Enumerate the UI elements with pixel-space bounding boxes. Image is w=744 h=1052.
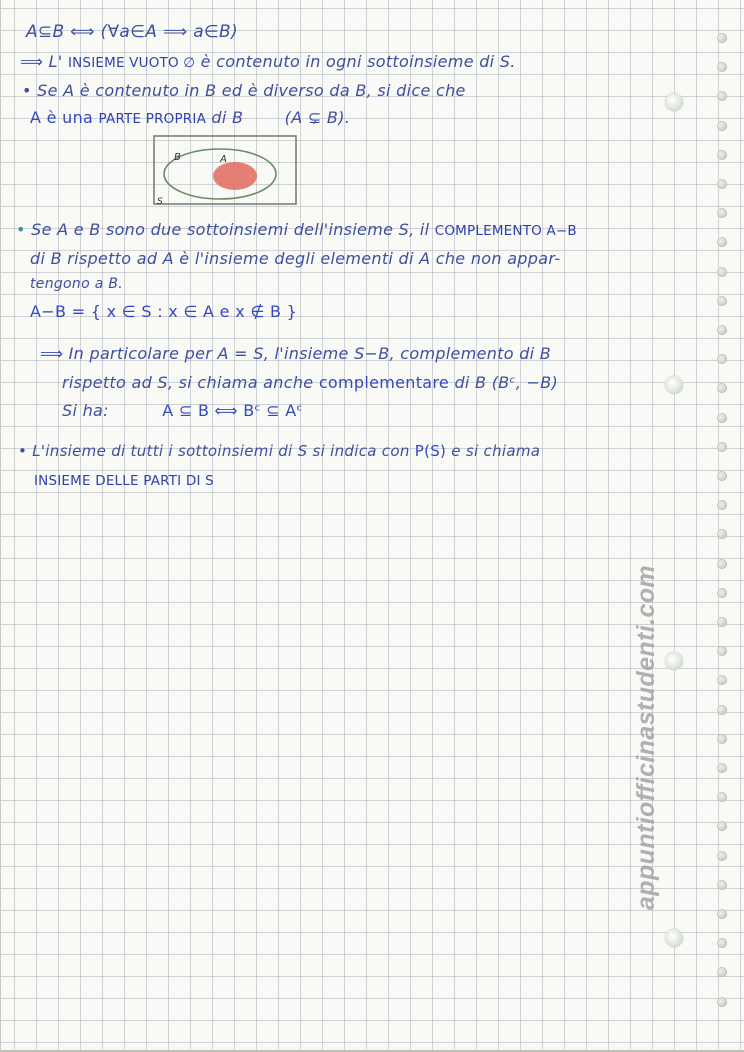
binder-hole [717, 851, 727, 861]
binder-hole [717, 442, 727, 452]
line7-text: tengono a B. [30, 276, 124, 292]
term-power-set: INSIEME DELLE PARTI DI S [34, 473, 214, 489]
note-line-2 [20, 52, 516, 71]
line11-prefix: Si ha: [62, 401, 109, 420]
bullet-dot: • [16, 220, 26, 239]
term-proper-part: PARTE PROPRIA [98, 111, 207, 127]
note-line-3 [22, 81, 466, 100]
binder-hole [717, 763, 727, 773]
venn-label-a: A [220, 154, 227, 165]
line2-rest: è contenuto in ogni sottoinsieme di S. [200, 52, 516, 71]
line12-rest: e si chiama [451, 442, 541, 460]
line3-text: • Se A è contenuto in B ed è diverso da B, si dice che [22, 81, 466, 100]
line10-rest: di B (Bᶜ, −B) [454, 373, 559, 392]
note-line-11 [62, 401, 303, 420]
binder-hole [717, 880, 727, 890]
binder-hole [717, 792, 727, 802]
line4-rest: di B [211, 108, 244, 127]
binder-hole [717, 734, 727, 744]
power-set-symbol: P(S) [414, 442, 447, 460]
binder-hole [717, 267, 727, 277]
term-complementary: complementare [318, 373, 450, 392]
binder-hole [717, 383, 727, 393]
note-line-1 [26, 22, 238, 42]
note-line-4 [30, 108, 350, 127]
binder-hole [717, 675, 727, 685]
line5-text: Se A e B sono due sottoinsiemi dell'insieme S, il [31, 220, 430, 239]
binder-hole [717, 413, 727, 423]
note-line-10 [62, 373, 558, 392]
punch-hole-large [665, 929, 683, 947]
binder-hole [717, 500, 727, 510]
binder-hole [717, 821, 727, 831]
punch-hole-large [665, 93, 683, 111]
binder-hole [717, 909, 727, 919]
term-empty-set: INSIEME VUOTO ∅ [67, 55, 196, 71]
binder-hole [717, 997, 727, 1007]
binder-hole [717, 237, 727, 247]
binder-hole [717, 938, 727, 948]
binder-hole [717, 296, 727, 306]
binder-hole [717, 91, 727, 101]
binder-hole [717, 617, 727, 627]
note-line-13 [34, 470, 214, 489]
line4-prefix: A è una [30, 108, 94, 127]
binder-hole [717, 208, 727, 218]
binder-hole [717, 967, 727, 977]
binder-hole [717, 325, 727, 335]
note-line-7 [30, 276, 123, 292]
binder-hole [717, 588, 727, 598]
implication-arrow: ⟹ [20, 52, 44, 71]
binder-hole [717, 33, 727, 43]
line12-prefix: • L'insieme di tutti i sottoinsiemi di S si indica con [18, 442, 410, 460]
note-line-5 [16, 220, 577, 239]
set-difference-formula: A−B = { x ∈ S : x ∈ A e x ∉ B } [30, 302, 298, 321]
line9-text: In particolare per A = S, l'insieme S−B, complemento di B [68, 344, 552, 363]
venn-label-b: B [174, 152, 181, 163]
punch-hole-large [665, 376, 683, 394]
binder-hole [717, 705, 727, 715]
line2-prefix: L' [48, 52, 63, 71]
binder-hole [717, 559, 727, 569]
binder-hole [717, 62, 727, 72]
binder-hole [717, 646, 727, 656]
note-line-6 [30, 249, 560, 268]
binder-hole [717, 150, 727, 160]
watermark-text: appuntiofficinastudenti.com [632, 564, 660, 910]
definition-subset: A⊆B ⟺ (∀a∈A ⟹ a∈B) [26, 22, 238, 42]
venn-set-a [213, 162, 257, 190]
punch-hole-large [665, 652, 683, 670]
binder-hole [717, 471, 727, 481]
line10-prefix: rispetto ad S, si chiama anche [62, 373, 314, 392]
note-line-12 [18, 442, 540, 460]
note-line-9 [40, 344, 551, 363]
term-complement: COMPLEMENTO A−B [434, 223, 577, 239]
binder-hole [717, 121, 727, 131]
binder-hole [717, 354, 727, 364]
venn-label-s: S [157, 197, 163, 207]
venn-diagram [152, 134, 302, 210]
binder-hole [717, 179, 727, 189]
proper-subset-formula: (A ⊊ B). [284, 108, 351, 127]
binder-hole [717, 529, 727, 539]
line6-text: di B rispetto ad A è l'insieme degli elementi di A che non appar- [30, 249, 561, 268]
note-line-8 [30, 302, 297, 321]
complement-inclusion-formula: A ⊆ B ⟺ Bᶜ ⊆ Aᶜ [162, 401, 303, 420]
implication-arrow-2: ⟹ [40, 344, 64, 363]
